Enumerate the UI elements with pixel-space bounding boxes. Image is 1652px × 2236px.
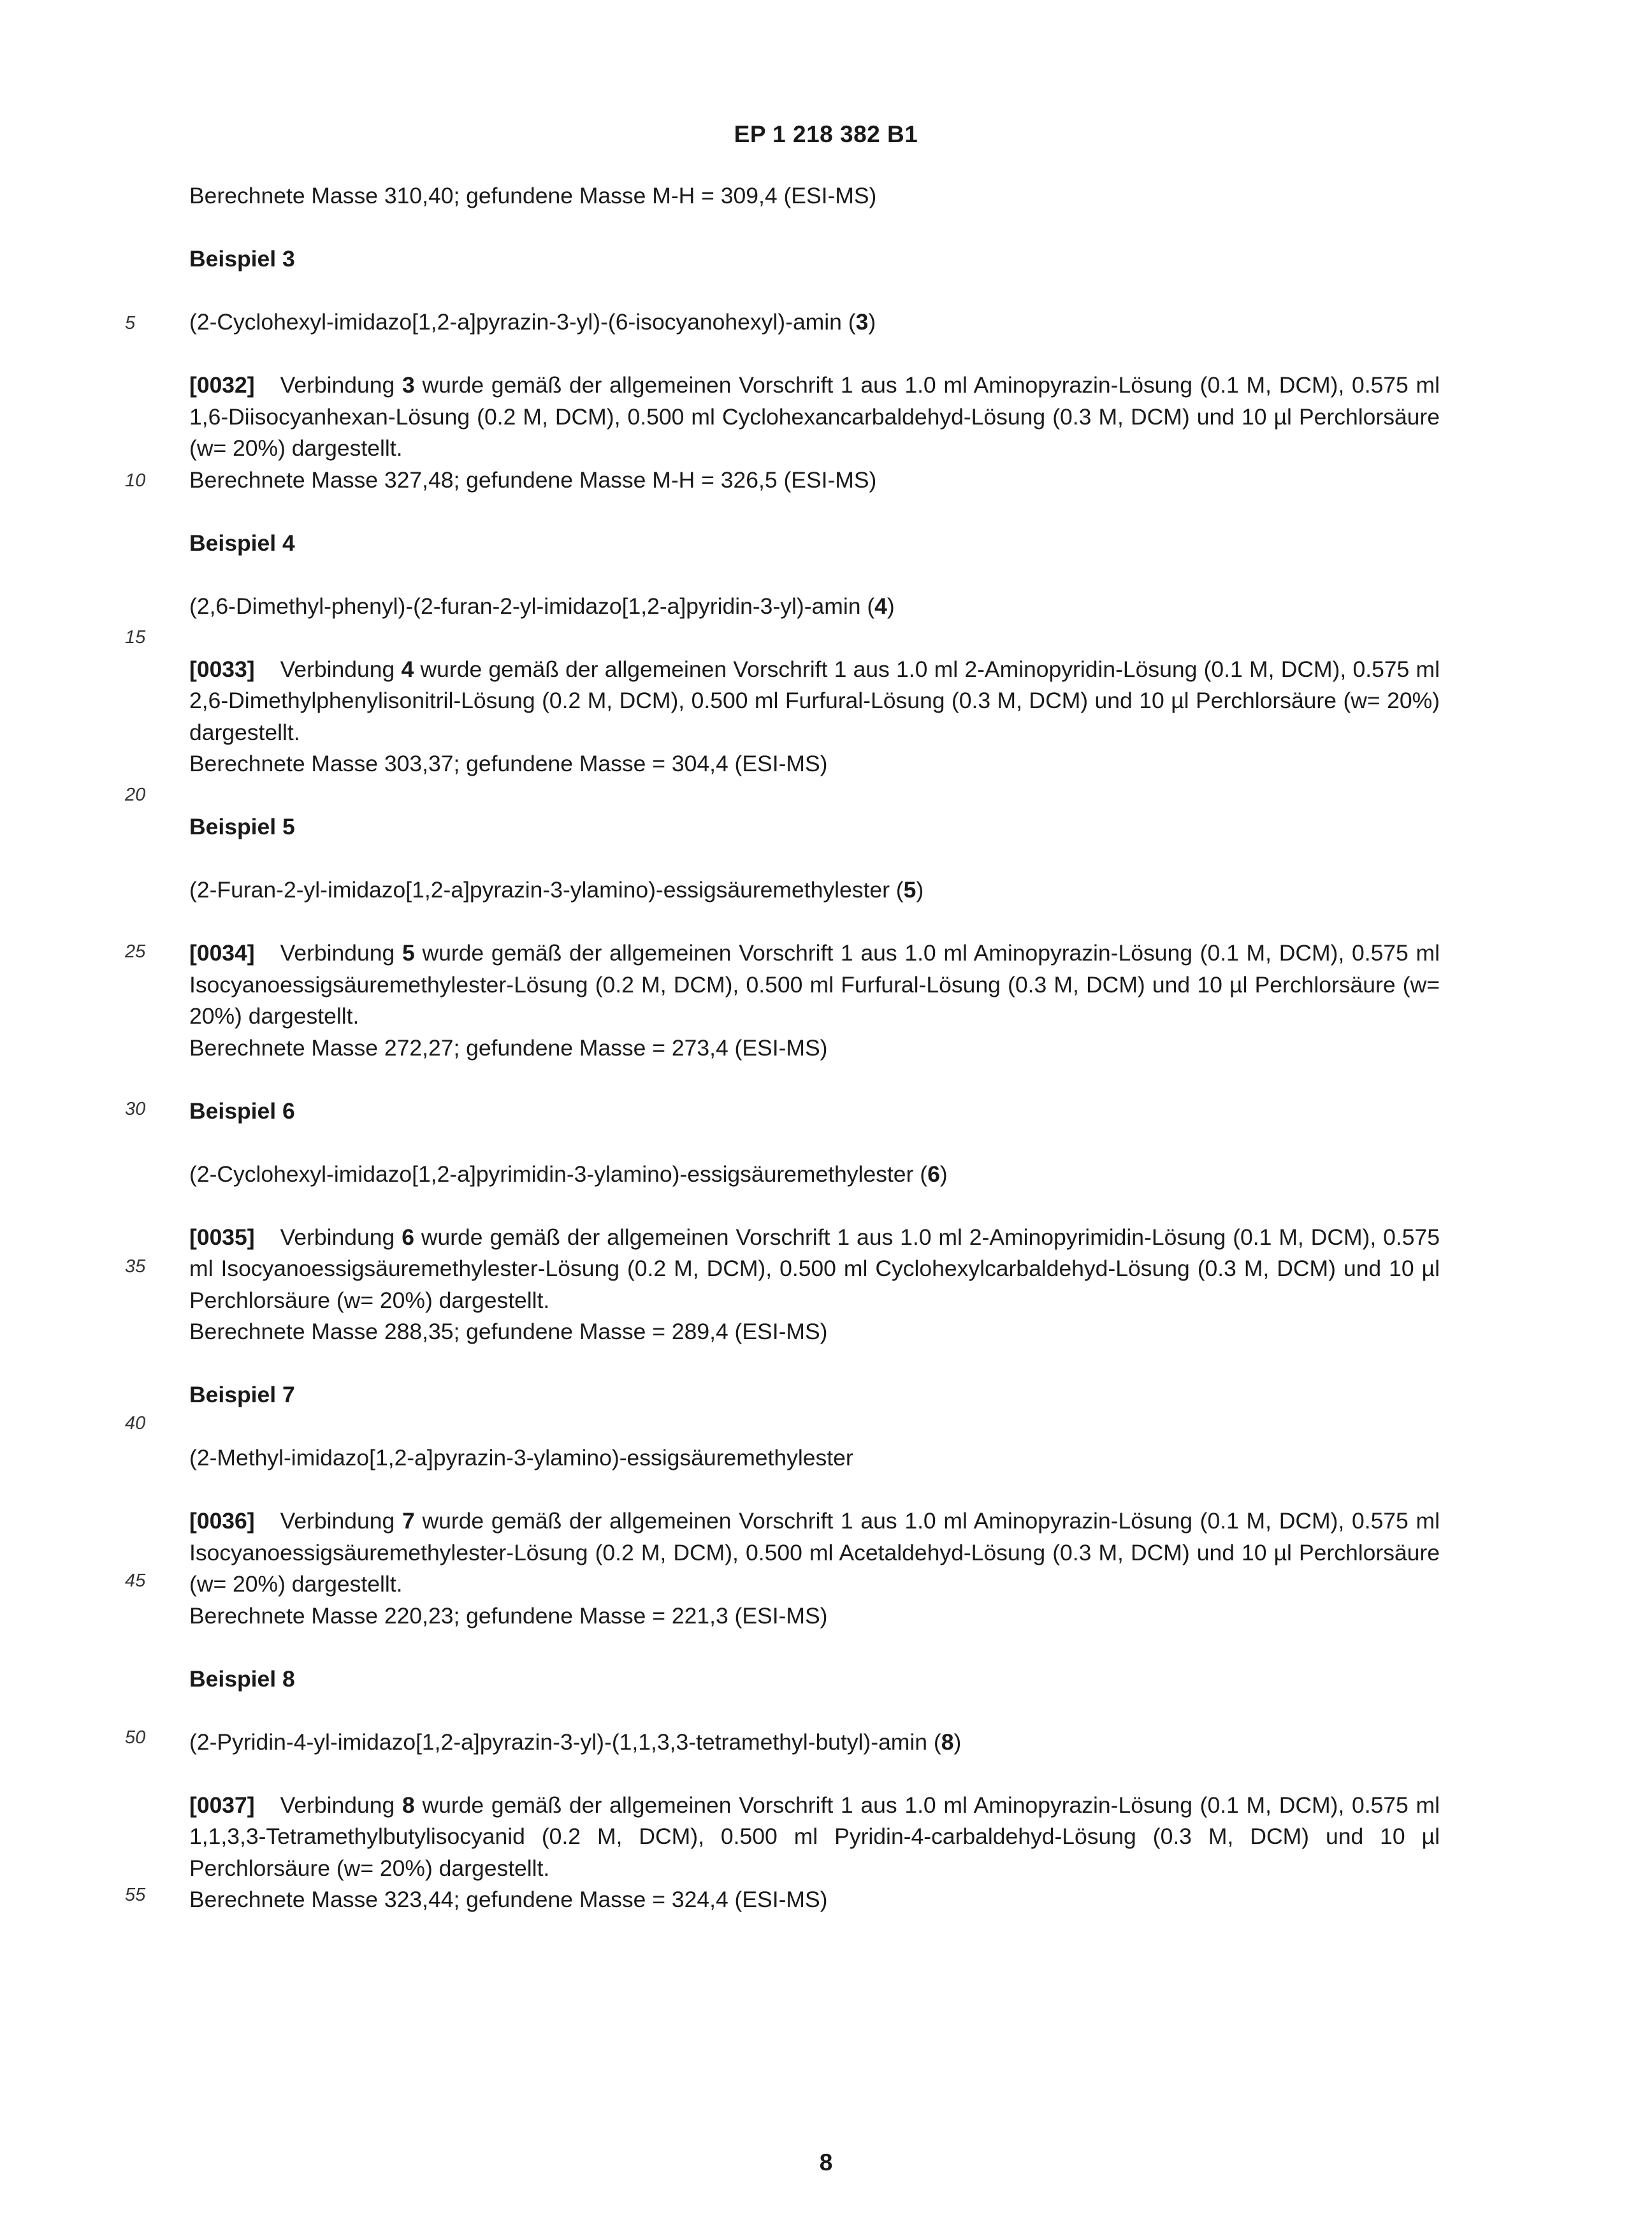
example-heading: Beispiel 4 bbox=[189, 530, 295, 556]
paragraph-number: [0037] bbox=[189, 1792, 255, 1818]
line-number: 20 bbox=[125, 785, 146, 805]
document-body bbox=[189, 180, 1440, 1916]
paragraph: [0037] Verbindung 8 wurde gemäß der allgemeinen Vorschrift 1 aus 1.0 ml Aminopyrazin-Lösung (0.1 M, DCM), 0.575 ml 1,1,3,3-Tetramethylbutylisocyanid (0.2 M, DCM), 0.500 ml Pyridin-4-carbaldehyd-Lösung (0.3 M, DCM) und 10 µl Perchlorsäure (w= 20%) dargestellt. bbox=[189, 1792, 1440, 1881]
mass-line: Berechnete Masse 327,48; gefundene Masse M-H = 326,5 (ESI-MS) bbox=[189, 467, 877, 493]
compound-title: (2,6-Dimethyl-phenyl)-(2-furan-2-yl-imidazo[1,2-a]pyridin-3-yl)-amin (4) bbox=[189, 593, 895, 619]
example-heading: Beispiel 5 bbox=[189, 814, 295, 839]
mass-line: Berechnete Masse 310,40; gefundene Masse M-H = 309,4 (ESI-MS) bbox=[189, 183, 877, 208]
compound-title: (2-Furan-2-yl-imidazo[1,2-a]pyrazin-3-ylamino)-essigsäuremethylester (5) bbox=[189, 877, 924, 903]
page-number: 8 bbox=[819, 2149, 833, 2175]
paragraph: [0034] Verbindung 5 wurde gemäß der allgemeinen Vorschrift 1 aus 1.0 ml Aminopyrazin-Lösung (0.1 M, DCM), 0.575 ml Isocyanoessigsäuremethylester-Lösung (0.2 M, DCM), 0.500 ml Furfural-Lösung (0.3 M, DCM) und 10 µl Perchlorsäure (w= 20%) dargestellt. bbox=[189, 940, 1440, 1029]
paragraph-number: [0034] bbox=[189, 940, 255, 966]
example-heading: Beispiel 8 bbox=[189, 1666, 295, 1692]
mass-line: Berechnete Masse 303,37; gefundene Masse = 304,4 (ESI-MS) bbox=[189, 751, 828, 776]
paragraph: [0033] Verbindung 4 wurde gemäß der allgemeinen Vorschrift 1 aus 1.0 ml 2-Aminopyridin-Lösung (0.1 M, DCM), 0.575 ml 2,6-Dimethylphenylisonitril-Lösung (0.2 M, DCM), 0.500 ml Furfural-Lösung (0.3 M, DCM) und 10 µl Perchlorsäure (w= 20%) dargestellt. bbox=[189, 656, 1440, 745]
paragraph: [0035] Verbindung 6 wurde gemäß der allgemeinen Vorschrift 1 aus 1.0 ml 2-Aminopyrimidin-Lösung (0.1 M, DCM), 0.575 ml Isocyanoessigsäuremethylester-Lösung (0.2 M, DCM), 0.500 ml Cyclohexylcarbaldehyd-Lösung (0.3 M, DCM) und 10 µl Perchlorsäure (w= 20%) dargestellt. bbox=[189, 1224, 1440, 1313]
example-heading: Beispiel 3 bbox=[189, 246, 295, 272]
paragraph-number: [0035] bbox=[189, 1224, 255, 1250]
line-number: 40 bbox=[125, 1413, 146, 1434]
mass-line: Berechnete Masse 288,35; gefundene Masse = 289,4 (ESI-MS) bbox=[189, 1319, 828, 1344]
line-number: 10 bbox=[125, 470, 146, 491]
line-number: 55 bbox=[125, 1885, 146, 1905]
paragraph: [0032] Verbindung 3 wurde gemäß der allgemeinen Vorschrift 1 aus 1.0 ml Aminopyrazin-Lösung (0.1 M, DCM), 0.575 ml 1,6-Diisocyanhexan-Lösung (0.2 M, DCM), 0.500 ml Cyclohexancarbaldehyd-Lösung (0.3 M, DCM) und 10 µl Perchlorsäure (w= 20%) dargestellt. bbox=[189, 372, 1440, 461]
line-number: 45 bbox=[125, 1571, 146, 1591]
mass-line: Berechnete Masse 323,44; gefundene Masse = 324,4 (ESI-MS) bbox=[189, 1887, 828, 1912]
mass-line: Berechnete Masse 220,23; gefundene Masse = 221,3 (ESI-MS) bbox=[189, 1602, 828, 1629]
line-number: 30 bbox=[125, 1099, 146, 1119]
paragraph-number: [0032] bbox=[189, 372, 255, 398]
line-number: 50 bbox=[125, 1727, 146, 1748]
example-heading: Beispiel 7 bbox=[189, 1382, 295, 1407]
paragraph: [0036] Verbindung 7 wurde gemäß der allgemeinen Vorschrift 1 aus 1.0 ml Aminopyrazin-Lösung (0.1 M, DCM), 0.575 ml Isocyanoessigsäuremethylester-Lösung (0.2 M, DCM), 0.500 ml Acetaldehyd-Lösung (0.3 M, DCM) und 10 µl Perchlorsäure (w= 20%) dargestellt. bbox=[189, 1508, 1440, 1597]
compound-title: (2-Cyclohexyl-imidazo[1,2-a]pyrazin-3-yl)-(6-isocyanohexyl)-amin (3) bbox=[189, 309, 876, 335]
line-number: 15 bbox=[125, 627, 146, 648]
mass-line: Berechnete Masse 272,27; gefundene Masse = 273,4 (ESI-MS) bbox=[189, 1035, 828, 1061]
compound-title: (2-Methyl-imidazo[1,2-a]pyrazin-3-ylamino)-essigsäuremethylester bbox=[189, 1445, 853, 1470]
compound-title: (2-Cyclohexyl-imidazo[1,2-a]pyrimidin-3-ylamino)-essigsäuremethylester (6) bbox=[189, 1161, 948, 1187]
line-number: 25 bbox=[125, 941, 146, 962]
paragraph-number: [0036] bbox=[189, 1508, 255, 1534]
example-heading: Beispiel 6 bbox=[189, 1098, 295, 1124]
line-number: 5 bbox=[125, 313, 136, 333]
document-header: EP 1 218 382 B1 bbox=[734, 121, 918, 147]
line-number: 35 bbox=[125, 1256, 146, 1277]
paragraph-number: [0033] bbox=[189, 656, 255, 682]
compound-title: (2-Pyridin-4-yl-imidazo[1,2-a]pyrazin-3-yl)-(1,1,3,3-tetramethyl-butyl)-amin (8) bbox=[189, 1729, 962, 1755]
